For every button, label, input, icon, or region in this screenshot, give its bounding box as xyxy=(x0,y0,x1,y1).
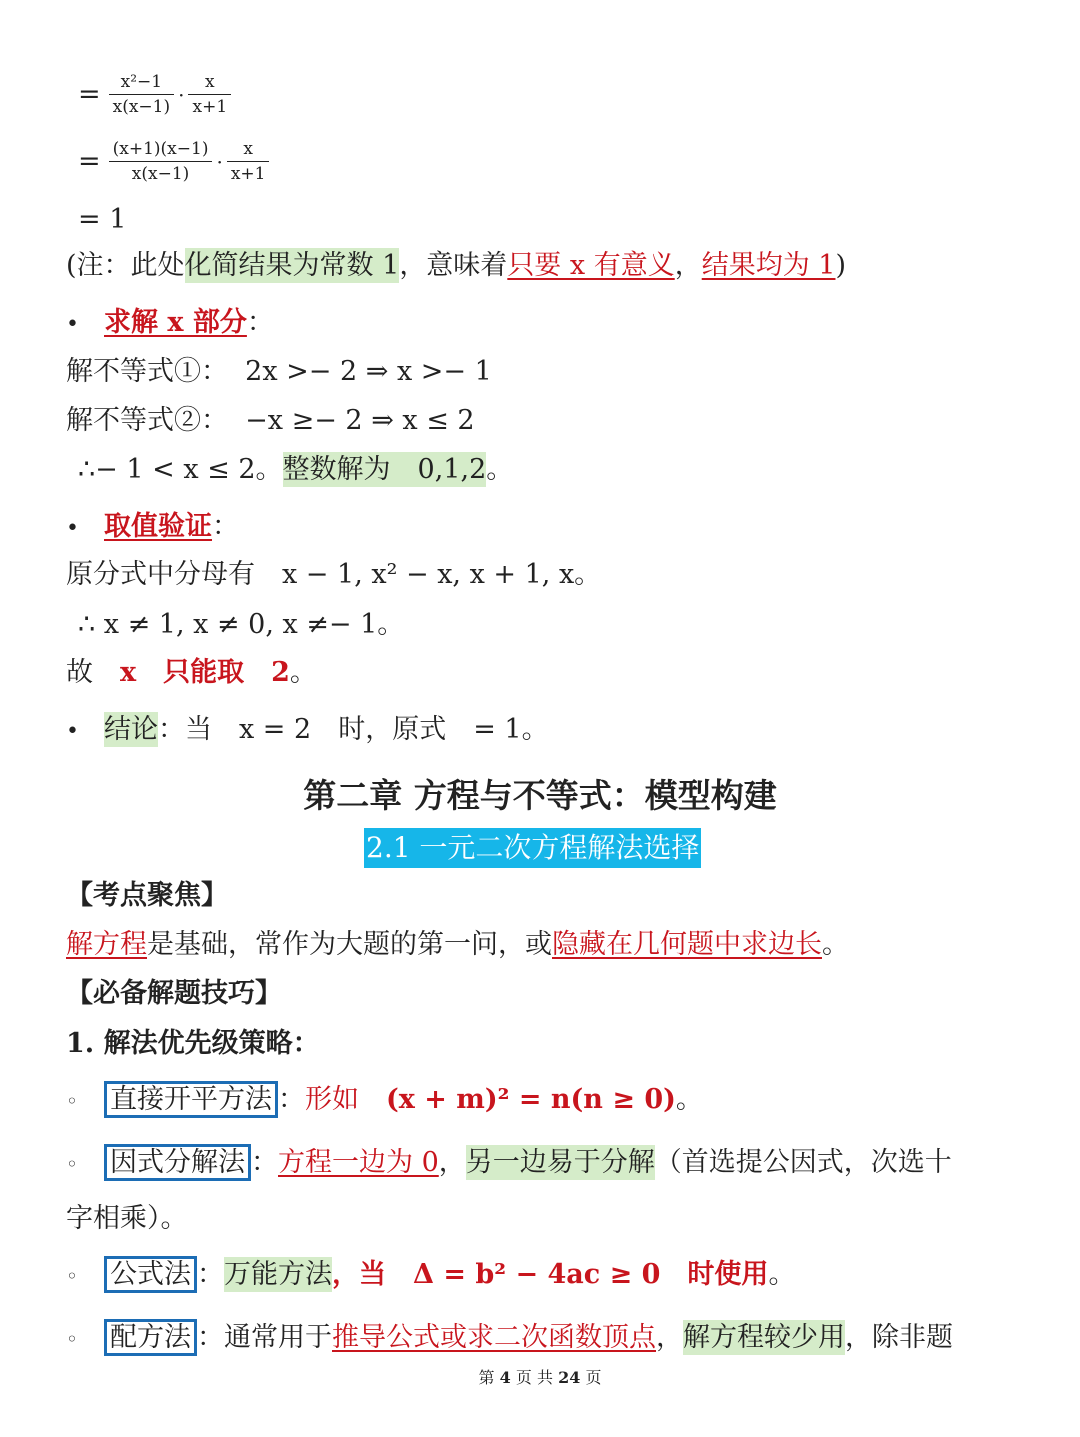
chapter-title: 第二章 方程与不等式：模型构建 xyxy=(303,776,777,815)
circle-bullet-icon: ◦ xyxy=(66,1089,78,1113)
page-footer: 第 4 页 共 24 页 xyxy=(478,1368,602,1387)
solve-x-heading: • 求解 x 部分： xyxy=(66,303,274,345)
fraction: $\frac{\text{x²−1}}{x(x-1)}$ xyxy=(109,72,175,117)
simplify-step-3: = 1 xyxy=(78,204,127,235)
bullet-icon: • xyxy=(66,719,79,744)
bullet-icon: • xyxy=(66,516,79,541)
section-title: 2.1 一元二次方程解法选择 xyxy=(364,828,701,868)
circle-bullet-icon: ◦ xyxy=(66,1264,78,1288)
skills-heading: 【必备解题技巧】 xyxy=(66,978,282,1009)
method-sqrt: ◦ 直接开平方法 ：形如 (x + m)² = n(n ≥ 0)。 xyxy=(66,1080,703,1121)
solution-range: ∴− 1 < x ≤ 2。整数解为 0,1,2。 xyxy=(78,454,514,485)
strategy-heading: 1. 解法优先级策略： xyxy=(66,1028,320,1059)
method-formula: ◦ 公式法 ：万能方法，当 Δ = b² − 4ac ≥ 0 时使用。 xyxy=(66,1255,795,1296)
verify-heading: • 取值验证： xyxy=(66,507,239,549)
method-complete-square: ◦ 配方法 ：通常用于推导公式或求二次函数顶点，解方程较少用，除非题 xyxy=(66,1318,953,1359)
simplify-step-2: = $\frac{(x+1)(x-1)}{x(x-1)}$ · $\frac{x}{x+1}$ xyxy=(78,139,271,184)
method-factor-cont: 字相乘）。 xyxy=(66,1203,188,1234)
inequality-2: 解不等式②： −x ≥− 2 ⇒ x ≤ 2 xyxy=(66,405,475,436)
note-line: (注：此处化简结果为常数 1，意味着只要 x 有意义，结果均为 1) xyxy=(66,250,847,281)
inequality-1: 解不等式①： 2x >− 2 ⇒ x >− 1 xyxy=(66,356,492,387)
denominators-line: 原分式中分母有 x − 1, x² − x, x + 1, x。 xyxy=(66,559,602,590)
fraction: $\frac{x}{x+1}$ xyxy=(227,139,270,184)
circle-bullet-icon: ◦ xyxy=(66,1327,78,1351)
simplify-step-1: = $\frac{\text{x²−1}}{x(x-1)}$ · $\frac{x}{x+1}$ xyxy=(78,72,233,117)
bullet-icon: • xyxy=(66,312,79,337)
circle-bullet-icon: ◦ xyxy=(66,1152,78,1176)
fraction: $\frac{(x+1)(x-1)}{x(x-1)}$ xyxy=(109,139,213,184)
focus-heading: 【考点聚焦】 xyxy=(66,880,228,911)
method-factor: ◦ 因式分解法 ：方程一边为 0，另一边易于分解（首选提公因式，次选十 xyxy=(66,1143,952,1184)
fraction: $\frac{x}{x+1}$ xyxy=(188,72,231,117)
conclusion-line: • 结论：当 x = 2 时，原式 = 1。 xyxy=(66,710,549,752)
exclusions-line: ∴ x ≠ 1, x ≠ 0, x ≠− 1。 xyxy=(78,609,405,640)
x-value-line: 故 x 只能取 2。 xyxy=(66,657,317,688)
focus-text: 解方程是基础，常作为大题的第一问，或隐藏在几何题中求边长。 xyxy=(66,929,849,960)
